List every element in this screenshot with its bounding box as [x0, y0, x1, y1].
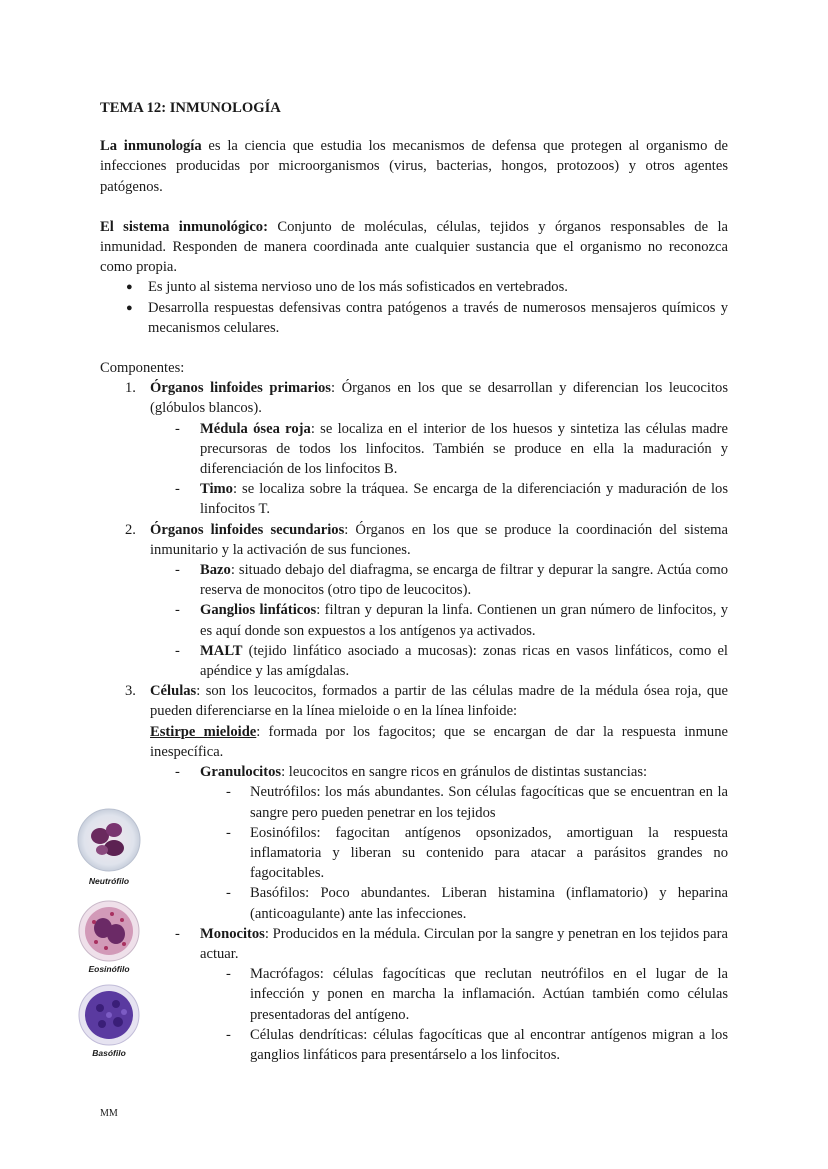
- monocito-item: - Macrófagos: células fagocíticas que reclutan neutrófilos en el lugar de la infección y ponen en marcha la inflamación. Actúan también como células presentadoras del antígeno.: [226, 966, 728, 1023]
- sub-item: - Granulocitos: leucocitos en sangre ricos en gránulos de distintas sustancias: - Neutrófilos: los más abundantes. Son células fagocíticas que se encuentran en la sangre pero pueden penetrar en los tejidos - Eosinófilos: fagocitan antígenos opsonizados, amortiguan la respuesta inflamatoria y liberan su contenido para atacar a parásitos grandes no fagocitables. - Basófilos: Poco abundantes. Liberan histamina (inflamatorio) y heparina (anticoagulante) ante las infecciones.: [150, 762, 728, 924]
- neutrofilo-label: Neutrófilo: [88, 876, 130, 886]
- document-page: [100, 98, 728, 1065]
- bullet-item: ● Es junto al sistema nervioso uno de los más sofisticados en vertebrados.: [100, 277, 728, 297]
- basofilo-label: Basófilo: [92, 1048, 126, 1058]
- granulocito-item: - Basófilos: Poco abundantes. Liberan histamina (inflamatorio) y heparina (anticoagulante) ante las infecciones.: [226, 885, 728, 922]
- sub-item: - Médula ósea roja: se localiza en el interior de los huesos y sintetiza las células madre precursoras de todos los linfocitos. También se produce en ella la maduración y diferenciación de los linfocitos B.: [175, 420, 728, 478]
- sub-item: - Monocitos: Producidos en la médula. Circulan por la sangre y penetran en los tejidos para actuar. - Macrófagos: células fagocíticas que reclutan neutrófilos en el lugar de la infección y ponen en marcha la inflamación. Actúan también como células presentadoras del antígeno. - Células dendríticas: células fagocíticas que al encontrar antígenos migran a los ganglios linfáticos para presentárselo a los linfocitos.: [150, 924, 728, 1065]
- sistema-bullets: [100, 277, 728, 338]
- bullet-item: ● Desarrolla respuestas defensivas contra patógenos a través de numerosos mensajeros químicos y mecanismos celulares.: [100, 298, 728, 338]
- monocito-item: - Células dendríticas: células fagocíticas que al encontrar antígenos migran a los ganglios linfáticos para presentárselo a los linfocitos.: [226, 1026, 728, 1063]
- sub-item: - Ganglios linfáticos: filtran y depuran la linfa. Contienen un gran número de linfocitos, y es aquí donde son expuestos a los antígenos ya activados.: [175, 602, 729, 639]
- componentes-label: Componentes:: [100, 360, 185, 377]
- sub-item: - Timo: se localiza sobre la tráquea. Se encarga de la diferenciación y maduración de los linfocitos T.: [175, 481, 728, 518]
- components-list: [100, 378, 728, 1065]
- component-item: 1. Órganos linfoides primarios: Órganos en los que se desarrollan y diferencian los leucocitos (glóbulos blancos). - Médula ósea roja: se localiza en el interior de los huesos y sintetiza las células madre precursoras de todos los linfocitos. También se produce en ella la maduración y diferenciación de los linfocitos B. - Timo: se localiza sobre la tráquea. Se encarga de la diferenciación y maduración de los linfocitos T.: [100, 378, 728, 519]
- sub-item: - Bazo: situado debajo del diafragma, se encarga de filtrar y depurar la sangre. Actúa como reserva de monocitos (otro tipo de leucocitos).: [175, 562, 728, 599]
- eosinofilo-image: [76, 898, 142, 974]
- intro-term: La inmunología: [100, 138, 202, 155]
- sistema-term: El sistema inmunológico:: [100, 218, 268, 235]
- sistema-paragraph: El sistema inmunológico: Conjunto de moléculas, células, tejidos y órganos responsables de la inmunidad. Responden de manera coordinada ante cualquier sustancia que el organismo no reconozca como propia.: [100, 218, 728, 276]
- estirpe-term: Estirpe mieloide: [150, 723, 257, 740]
- basofilo-image: [76, 982, 142, 1058]
- granulocito-item: - Neutrófilos: los más abundantes. Son células fagocíticas que se encuentran en la sangre pero pueden penetrar en los tejidos: [226, 784, 728, 821]
- intro-paragraph: La inmunología es la ciencia que estudia los mecanismos de defensa que protegen al organismo de infecciones producidas por microorganismos (virus, bacterias, hongos, protozoos) y otros agentes patógenos.: [100, 138, 728, 195]
- eosinofilo-label: Eosinófilo: [88, 964, 130, 974]
- document-title: TEMA 12: INMUNOLOGÍA: [100, 100, 281, 116]
- neutrofilo-image: [76, 806, 142, 886]
- granulocito-item: - Eosinófilos: fagocitan antígenos opsonizados, amortiguan la respuesta inflamatoria y liberan su contenido para atacar a parásitos grandes no fagocitables.: [226, 824, 728, 882]
- component-item: 3. Células: son los leucocitos, formados a partir de las células madre de la médula ósea roja, que pueden diferenciarse en la línea mieloide o en la línea linfoide: Estirpe mieloide: formada por los fagocitos; que se encargan de dar la respuesta inmune inespecífica. - Granulocitos: leucocitos en sangre ricos en gránulos de distintas sustancias: - Neutrófilos: los más abundantes. Son células fagocíticas que se encuentran en la sangre pero pueden penetrar en los tejidos - Eosinófilos: fagocitan antígenos opsonizados, amortiguan la respuesta inflamatoria y liberan su contenido para atacar a parásitos grandes no fagocitables. - Basófilos: Poco abundantes. Liberan histamina (inflamatorio) y heparina (anticoagulante) ante las infecciones. - Monocitos: Producidos en la médula. Circulan por la sangre y penetran en los tejidos para actuar. - Macrófagos: células fagocíticas que reclutan neutrófilos en el lugar de la infección y ponen en marcha la inflamación. Actúan también como células presentadoras del antígeno. - Células dendríticas: células fagocíticas que al encontrar antígenos migran a los ganglios linfáticos para presentárselo a los linfocitos.: [100, 681, 728, 1065]
- component-item: 2. Órganos linfoides secundarios: Órganos en los que se produce la coordinación del sistema inmunitario y la activación de sus funciones. - Bazo: situado debajo del diafragma, se encarga de filtrar y depurar la sangre. Actúa como reserva de monocitos (otro tipo de leucocitos). - Ganglios linfáticos: filtran y depuran la linfa. Contienen un gran número de linfocitos, y es aquí donde son expuestos a los antígenos ya activados. - MALT (tejido linfático asociado a mucosas): zonas ricas en vasos linfáticos, como el apéndice y las amígdalas.: [100, 520, 728, 682]
- sub-item: - MALT (tejido linfático asociado a mucosas): zonas ricas en vasos linfáticos, como el apéndice y las amígdalas.: [175, 642, 728, 680]
- footer-initials: MM: [100, 1108, 118, 1119]
